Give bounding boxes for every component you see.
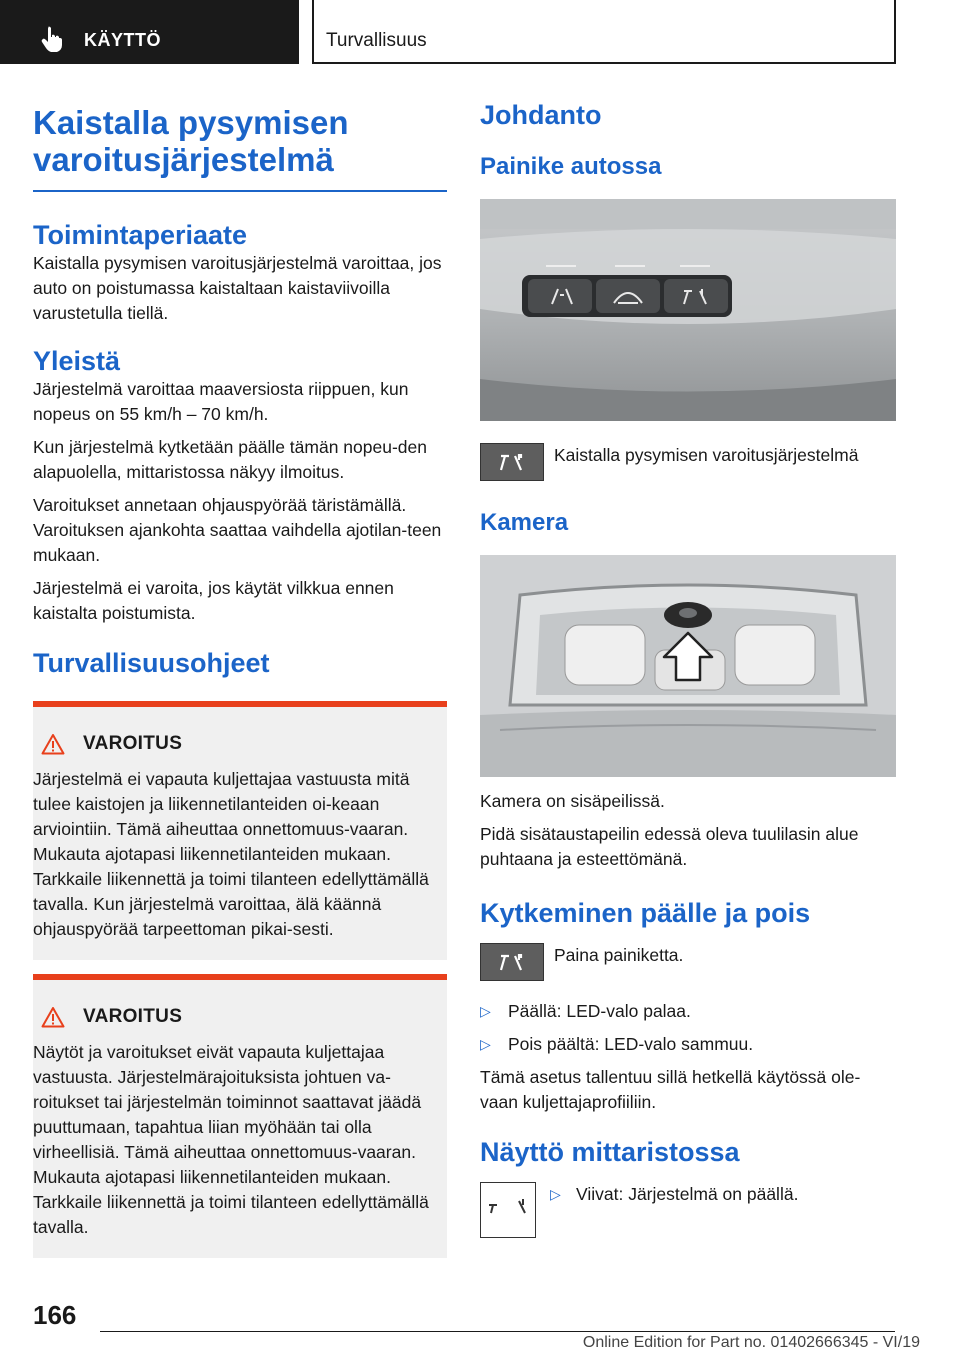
heading-kytkeminen: Kytkeminen päälle ja pois bbox=[480, 898, 811, 928]
warning-label: VAROITUS bbox=[83, 1006, 183, 1027]
yleista-p4: Järjestelmä ei varoita, jos käytät vilkkua ennen kaistalta poistumista. bbox=[33, 578, 394, 623]
display-row bbox=[480, 1182, 896, 1238]
camera-illustration bbox=[480, 555, 896, 777]
heading-turvallisuusohjeet: Turvallisuusohjeet bbox=[33, 648, 270, 678]
right-column bbox=[480, 100, 896, 1238]
heading-yleista: Yleistä bbox=[33, 346, 121, 376]
section-tab bbox=[0, 0, 299, 64]
bullet-text: Pois päältä: LED-valo sammuu. bbox=[508, 1034, 754, 1054]
warning-title bbox=[33, 729, 435, 759]
button-panel-photo bbox=[480, 199, 896, 421]
hand-pointer-icon bbox=[38, 24, 66, 52]
press-button-text: Paina painiketta. bbox=[554, 945, 684, 965]
chapter-tab bbox=[312, 0, 896, 64]
heading-kamera: Kamera bbox=[480, 509, 569, 536]
lane-departure-button-icon bbox=[480, 443, 544, 481]
toimintaperiaate-text: Kaistalla pysymisen varoitusjärjestelmä varoittaa, jos auto on poistumassa kaistaltaan kaistaviivoilla varustetulla tiellä. bbox=[33, 253, 442, 323]
kytkeminen-p: Tämä asetus tallentuu sillä hetkellä käytössä ole-vaan kuljettajaprofiiliin. bbox=[480, 1067, 861, 1112]
title-rule bbox=[33, 190, 447, 192]
footer-rule bbox=[100, 1331, 895, 1332]
warning-box bbox=[33, 701, 447, 960]
triangle-bullet-icon: ▷ bbox=[480, 1036, 491, 1052]
button-caption-row bbox=[480, 443, 896, 481]
camera-photo bbox=[480, 555, 896, 777]
warning-title bbox=[33, 1002, 435, 1032]
yleista-p1: Järjestelmä varoittaa maaversiosta riippuen, kun nopeus on 55 km/h – 70 km/h. bbox=[33, 379, 409, 424]
press-button-row bbox=[480, 943, 896, 981]
heading-painike-autossa: Painike autossa bbox=[480, 153, 662, 180]
heading-naytto: Näyttö mittaristossa bbox=[480, 1137, 740, 1167]
warning-label: VAROITUS bbox=[83, 733, 183, 754]
edition-label: Online Edition for Part no. 01402666345 - VI/19 bbox=[582, 1334, 920, 1351]
cluster-lines-icon bbox=[480, 1182, 536, 1238]
list-item bbox=[480, 999, 896, 1024]
warning-triangle-icon bbox=[41, 1006, 65, 1028]
triangle-bullet-icon: ▷ bbox=[550, 1186, 561, 1202]
page-number: 166 bbox=[33, 1300, 77, 1330]
yleista-p2: Kun järjestelmä kytketään päälle tämän nopeu-den alapuolella, mittaristossa näkyy ilmoitus. bbox=[33, 437, 427, 482]
button-caption: Kaistalla pysymisen varoitusjärjestelmä bbox=[554, 445, 859, 465]
kamera-p1: Kamera on sisäpeilissä. bbox=[480, 791, 665, 811]
heading-johdanto: Johdanto bbox=[480, 100, 602, 130]
triangle-bullet-icon: ▷ bbox=[480, 1003, 491, 1019]
bullet-text: Viivat: Järjestelmä on päällä. bbox=[576, 1184, 799, 1204]
warning-text: Näytöt ja varoitukset eivät vapauta kuljettajaa vastuusta. Järjestelmärajoituksista johtuen va-roitukset tai järjestelmän toiminnot saattavat jäädä puuttumaan, tapahtua liian myöhään tai olla virheellisiä. Tämä aiheuttaa onnettomuus-vaaran. Mukauta ajotapasi liikennetilanteiden mukaan. Tarkkaile liikennettä ja toimi tilanteen edellyttämällä tavalla. bbox=[33, 1042, 429, 1237]
kamera-p2: Pidä sisätaustapeilin edessä oleva tuulilasin alue puhtaana ja esteettömänä. bbox=[480, 824, 859, 869]
heading-toimintaperiaate: Toimintaperiaate bbox=[33, 220, 248, 250]
chapter-label: Turvallisuus bbox=[326, 30, 427, 51]
warning-triangle-icon bbox=[41, 733, 65, 755]
list-item bbox=[480, 1032, 896, 1057]
button-panel-illustration bbox=[480, 199, 896, 421]
page-title: Kaistalla pysymisen varoitusjärjestelmä bbox=[33, 104, 349, 178]
left-column bbox=[33, 104, 447, 1258]
bullet-text: Päällä: LED-valo palaa. bbox=[508, 1001, 691, 1021]
yleista-p3: Varoitukset annetaan ohjauspyörää täristämällä. Varoituksen ajankohta saattaa vaihdella ajotilan-teen mukaan. bbox=[33, 495, 442, 565]
warning-text: Järjestelmä ei vapauta kuljettajaa vastuusta mitä tulee kaistojen ja liikennetilanteiden oi-keaan arviointiin. Tämä aiheuttaa onnettomuus-vaaran. Mukauta ajotapasi liikennetilanteiden mukaan. Tarkkaile liikennettä ja toimi tilanteen edellyttämällä tavalla. Kun järjestelmä varoittaa, älä käännä ohjauspyörää tarpeettoman pikai-sesti. bbox=[33, 769, 429, 939]
lane-departure-button-icon bbox=[480, 943, 544, 981]
section-label: KÄYTTÖ bbox=[84, 30, 161, 50]
warning-box bbox=[33, 974, 447, 1258]
